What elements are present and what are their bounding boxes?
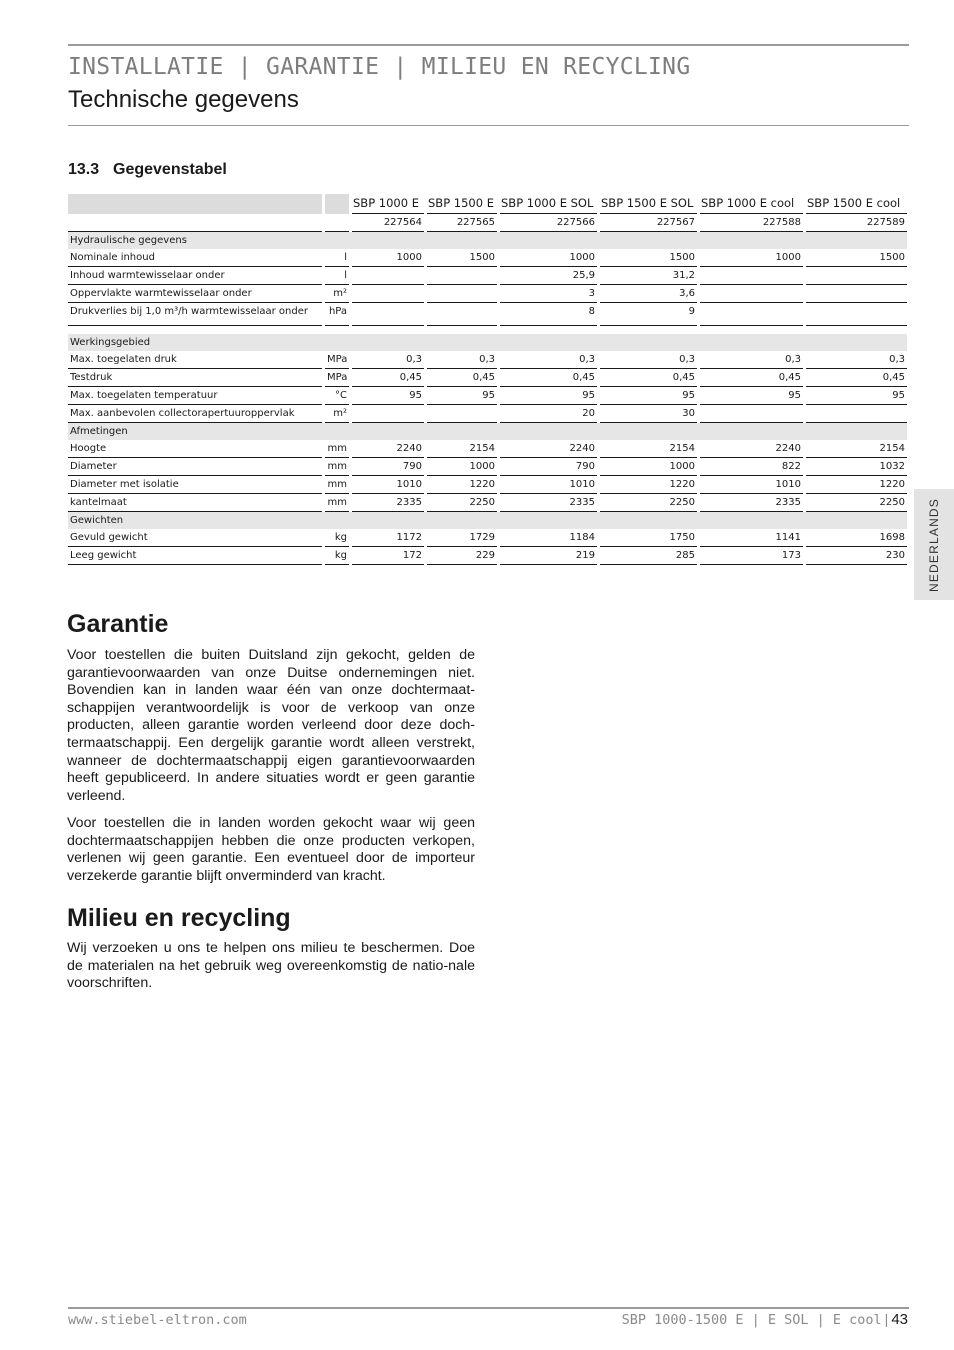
row-value: 2154: [427, 440, 497, 458]
row-unit: kg: [325, 529, 349, 547]
row-value: 229: [427, 547, 497, 565]
article-number: 227565: [427, 214, 497, 232]
row-unit: l: [325, 249, 349, 267]
row-label: Max. aanbevolen collectorapertuuroppervlak: [68, 405, 322, 423]
row-value: [427, 303, 497, 326]
footer-rule: [68, 1307, 909, 1309]
row-value: [352, 267, 424, 285]
page-number: 43: [891, 1311, 908, 1328]
row-value: [352, 405, 424, 423]
row-value: 0,3: [806, 351, 907, 369]
table-spacer-cell: [427, 326, 497, 334]
row-value: 0,3: [700, 351, 803, 369]
row-value: 1220: [427, 476, 497, 494]
table-spacer-cell: [806, 326, 907, 334]
row-value: 0,45: [600, 369, 697, 387]
row-value: 1010: [352, 476, 424, 494]
table-group-row: [68, 334, 907, 351]
row-value: 1220: [600, 476, 697, 494]
row-value: [427, 267, 497, 285]
table-article-row: [68, 214, 907, 232]
article-number: 227589: [806, 214, 907, 232]
model-header: SBP 1500 E SOL: [600, 194, 697, 214]
table-group-row: [68, 423, 907, 440]
row-value: 0,3: [427, 351, 497, 369]
row-value: 95: [427, 387, 497, 405]
row-value: 95: [352, 387, 424, 405]
model-header: SBP 1000 E cool: [700, 194, 803, 214]
row-value: 822: [700, 458, 803, 476]
table-row: [68, 458, 907, 476]
row-value: 3,6: [600, 285, 697, 303]
row-value: 1000: [352, 249, 424, 267]
row-value: [427, 285, 497, 303]
model-header: SBP 1000 E SOL: [500, 194, 597, 214]
row-value: [700, 285, 803, 303]
row-value: [806, 285, 907, 303]
row-label: Diameter: [68, 458, 322, 476]
section-heading: [68, 161, 227, 179]
table-spacer-cell: [68, 326, 322, 334]
row-value: 2250: [600, 494, 697, 512]
article-number: 227564: [352, 214, 424, 232]
row-label: Diameter met isolatie: [68, 476, 322, 494]
row-value: 1220: [806, 476, 907, 494]
table-row: [68, 405, 907, 423]
row-value: [806, 303, 907, 326]
milieu-heading: Milieu en recycling: [67, 904, 291, 932]
table-row: [68, 249, 907, 267]
page-header-title: INSTALLATIE | GARANTIE | MILIEU EN RECYCLING: [68, 54, 691, 80]
table-row: [68, 267, 907, 285]
row-value: 9: [600, 303, 697, 326]
table-row: [68, 476, 907, 494]
row-value: 1750: [600, 529, 697, 547]
article-number: 227588: [700, 214, 803, 232]
row-unit: °C: [325, 387, 349, 405]
table-spacer-cell: [700, 326, 803, 334]
row-label: Inhoud warmtewisselaar onder: [68, 267, 322, 285]
row-label: Leeg gewicht: [68, 547, 322, 565]
section-title: Gegevenstabel: [113, 161, 227, 178]
page-header-subtitle: Technische gegevens: [68, 86, 299, 113]
row-value: 25,9: [500, 267, 597, 285]
model-header: SBP 1000 E: [352, 194, 424, 214]
row-unit: MPa: [325, 369, 349, 387]
row-value: [700, 303, 803, 326]
row-value: 8: [500, 303, 597, 326]
row-value: 1010: [500, 476, 597, 494]
group-label: Gewichten: [68, 512, 907, 529]
row-value: 30: [600, 405, 697, 423]
milieu-paragraph: Wij verzoeken u ons te helpen ons milieu te beschermen. Doe de materialen na het gebruik weg overeenkomstig de natio-nale voorschriften.: [67, 940, 475, 992]
row-value: [700, 405, 803, 423]
row-value: 1000: [600, 458, 697, 476]
row-value: 95: [700, 387, 803, 405]
row-value: 0,45: [806, 369, 907, 387]
row-value: 3: [500, 285, 597, 303]
row-label: Drukverlies bij 1,0 m³/h warmtewisselaar onder: [68, 303, 322, 326]
row-label: Hoogte: [68, 440, 322, 458]
row-label: Max. toegelaten druk: [68, 351, 322, 369]
table-row: [68, 369, 907, 387]
row-value: [806, 405, 907, 423]
row-value: 31,2: [600, 267, 697, 285]
row-unit: l: [325, 267, 349, 285]
row-unit: kg: [325, 547, 349, 565]
table-group-row: [68, 512, 907, 529]
row-value: 95: [806, 387, 907, 405]
row-value: 1000: [700, 249, 803, 267]
row-unit: mm: [325, 476, 349, 494]
table-row: [68, 285, 907, 303]
row-value: 0,45: [500, 369, 597, 387]
table-spacer-cell: [352, 326, 424, 334]
table-model-row: [68, 194, 907, 214]
footer-url: www.stiebel-eltron.com: [68, 1312, 247, 1328]
row-value: [352, 285, 424, 303]
language-side-tab: [914, 489, 954, 600]
row-value: 20: [500, 405, 597, 423]
row-value: 1000: [500, 249, 597, 267]
row-value: [427, 405, 497, 423]
row-value: 2335: [700, 494, 803, 512]
table-group-row: [68, 232, 907, 249]
row-unit: hPa: [325, 303, 349, 326]
table-row: [68, 547, 907, 565]
row-value: 1500: [806, 249, 907, 267]
header-top-rule: [68, 44, 909, 46]
table-row: [68, 529, 907, 547]
table-header-blank: [325, 194, 349, 214]
header-bottom-rule: [68, 125, 909, 126]
row-value: 2154: [806, 440, 907, 458]
row-value: 219: [500, 547, 597, 565]
table-cell-blank: [325, 214, 349, 232]
footer-right: [622, 1311, 908, 1328]
table-spacer-cell: [325, 326, 349, 334]
row-value: 790: [352, 458, 424, 476]
row-unit: mm: [325, 494, 349, 512]
row-value: 1010: [700, 476, 803, 494]
row-label: Testdruk: [68, 369, 322, 387]
table-row: [68, 351, 907, 369]
table-header-blank: [68, 194, 322, 214]
row-value: 95: [500, 387, 597, 405]
group-label: Werkingsgebied: [68, 334, 907, 351]
language-side-tab-label: NEDERLANDS: [927, 497, 941, 592]
row-value: 1500: [600, 249, 697, 267]
model-header: SBP 1500 E: [427, 194, 497, 214]
data-table: [65, 194, 910, 565]
row-value: 0,45: [427, 369, 497, 387]
group-label: Hydraulische gegevens: [68, 232, 907, 249]
row-label: Max. toegelaten temperatuur: [68, 387, 322, 405]
row-value: 1032: [806, 458, 907, 476]
row-unit: m²: [325, 285, 349, 303]
footer-separator: |: [884, 1311, 889, 1327]
table-row: [68, 387, 907, 405]
row-value: [352, 303, 424, 326]
table-spacer-row: [68, 326, 907, 334]
row-value: 2240: [352, 440, 424, 458]
article-number: 227567: [600, 214, 697, 232]
row-unit: m²: [325, 405, 349, 423]
row-value: 1500: [427, 249, 497, 267]
row-label: kantelmaat: [68, 494, 322, 512]
row-unit: mm: [325, 440, 349, 458]
row-value: 2250: [427, 494, 497, 512]
row-value: 95: [600, 387, 697, 405]
footer-model: SBP 1000-1500 E | E SOL | E cool: [621, 1312, 882, 1328]
row-value: 1000: [427, 458, 497, 476]
group-label: Afmetingen: [68, 423, 907, 440]
row-value: 2240: [700, 440, 803, 458]
table-spacer-cell: [500, 326, 597, 334]
row-label: Oppervlakte warmtewisselaar onder: [68, 285, 322, 303]
model-header: SBP 1500 E cool: [806, 194, 907, 214]
article-number: 227566: [500, 214, 597, 232]
table-cell-blank: [68, 214, 322, 232]
row-value: 1141: [700, 529, 803, 547]
table-spacer-cell: [600, 326, 697, 334]
row-value: 0,3: [500, 351, 597, 369]
row-value: 2250: [806, 494, 907, 512]
row-value: 0,3: [600, 351, 697, 369]
garantie-paragraph-2: Voor toestellen die in landen worden gekocht waar wij geen dochtermaatschappijen hebben die onze producten verkopen, verlenen wij geen garantie. Een eventueel door de importeur verzekerde garantie blijft onverminderd van kracht.: [67, 815, 475, 884]
row-label: Nominale inhoud: [68, 249, 322, 267]
row-value: 1698: [806, 529, 907, 547]
row-value: 173: [700, 547, 803, 565]
table-row: [68, 440, 907, 458]
row-value: [700, 267, 803, 285]
row-value: 0,45: [700, 369, 803, 387]
table-row: [68, 303, 907, 326]
row-value: 790: [500, 458, 597, 476]
row-label: Gevuld gewicht: [68, 529, 322, 547]
garantie-paragraph-1: Voor toestellen die buiten Duitsland zijn gekocht, gelden de garantievoorwaarden van onze Duitse ondernemingen niet. Bovendien kan in landen waar één van onze dochtermaat-schappijen verantwoordelijk is voor de verkoop van onze producten, alleen garantie worden verleend door deze doch-termaatschappij. Een dergelijk garantie wordt alleen verstrekt, wanneer de dochtermaatschappij eigen garantievoorwaarden heeft gepubliceerd. In andere situaties wordt er geen garantie verleend.: [67, 647, 475, 804]
row-value: 1729: [427, 529, 497, 547]
garantie-heading: Garantie: [67, 610, 169, 638]
row-unit: mm: [325, 458, 349, 476]
row-unit: MPa: [325, 351, 349, 369]
row-value: 2240: [500, 440, 597, 458]
section-number: 13.3: [68, 161, 100, 178]
row-value: 172: [352, 547, 424, 565]
row-value: 1172: [352, 529, 424, 547]
row-value: [806, 267, 907, 285]
row-value: 0,3: [352, 351, 424, 369]
row-value: 0,45: [352, 369, 424, 387]
row-value: 285: [600, 547, 697, 565]
row-value: 1184: [500, 529, 597, 547]
row-value: 2154: [600, 440, 697, 458]
table-row: [68, 494, 907, 512]
row-value: 2335: [500, 494, 597, 512]
row-value: 2335: [352, 494, 424, 512]
row-value: 230: [806, 547, 907, 565]
